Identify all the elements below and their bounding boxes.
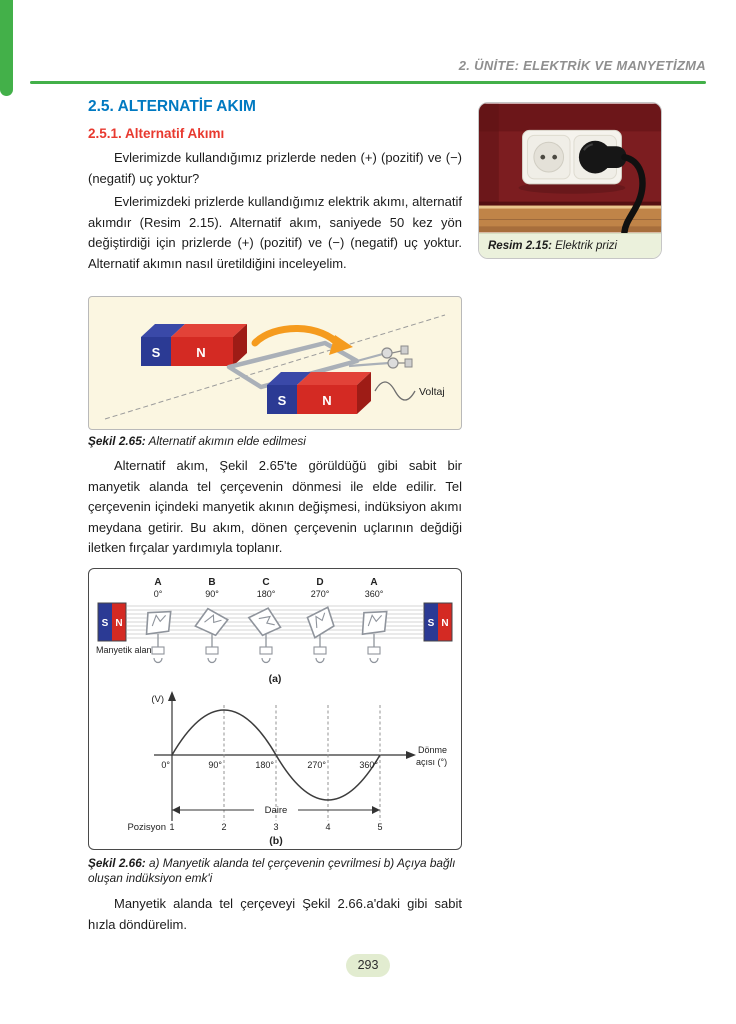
- figure-2-65-caption: [88, 434, 462, 449]
- figure-2-65-caption-text: Alternatif akımın elde edilmesi: [145, 434, 306, 448]
- x-tick-360: 360°: [359, 760, 378, 770]
- x-axis-arrow: [406, 751, 416, 759]
- magnetic-field-label: Manyetik alan: [96, 645, 152, 655]
- page-number: 293: [346, 954, 390, 977]
- coil-position-3: [246, 603, 284, 663]
- part-b-tag: (b): [269, 835, 283, 847]
- magnet-front-n-label: N: [322, 393, 332, 408]
- page-corner-accent: [0, 0, 13, 96]
- figure-2-66: [88, 568, 462, 850]
- position-5: 5: [377, 822, 383, 832]
- position-2: 2: [221, 822, 227, 832]
- position-4: 4: [325, 822, 331, 832]
- magnet-right: [424, 603, 452, 641]
- paragraph-closing: Manyetik alanda tel çerçeveyi Şekil 2.66.a'daki gibi sabit hızla döndürelim.: [88, 896, 462, 932]
- output-sine-wave: [375, 382, 415, 400]
- position-row-label: Pozisyon: [127, 822, 166, 833]
- x-axis-label-line2: açısı (°): [416, 757, 448, 767]
- coil-rotation-diagram: [92, 573, 458, 687]
- photo-caption-label: Resim 2.15:: [488, 240, 552, 252]
- photo-caption-text: Elektrik prizi: [551, 240, 618, 252]
- figure-2-66-caption-text: a) Manyetik alanda tel çerçevenin çevrilmesi b) Açıya bağlı oluşan indüksiyon emk'i: [88, 856, 456, 885]
- photo-caption: [479, 233, 661, 258]
- paragraph-figure-explanation: Alternatif akım, Şekil 2.65'te görüldüğü gibi sabit bir manyetik alanda tel çerçevenin dönmesi ile elde edilir. Tel çerçevenin içindeki manyetik akının değişmesi, indüksiyon akımı meydana getirir. Bu akım, dönen çerçevenin uçlarının değdiği iletken fırçalar yardımıyla toplanır.: [88, 458, 462, 555]
- position-1: 1: [169, 822, 175, 832]
- unit-header: 2. ÜNİTE: ELEKTRİK VE MANYETİZMA: [458, 58, 706, 73]
- magnet-rear-n-label: N: [196, 345, 206, 360]
- part-a-tag: (a): [268, 673, 282, 685]
- magnet-rear: [141, 324, 247, 366]
- x-tick-270: 270°: [307, 760, 326, 770]
- magnet-right-n-label: N: [441, 618, 449, 629]
- x-tick-90: 90°: [208, 760, 222, 770]
- coil-position-2: [194, 607, 229, 663]
- position-letter-a2: A: [370, 577, 378, 588]
- socket-hole-left: [540, 155, 545, 160]
- x-tick-0: 0°: [161, 760, 170, 770]
- socket-photo: [479, 103, 661, 233]
- magnet-left-n-label: N: [115, 618, 123, 629]
- cycle-label: Daire: [264, 805, 288, 816]
- position-angle-360: 360°: [364, 589, 384, 599]
- y-axis-label: (V): [151, 694, 164, 705]
- x-tick-180: 180°: [255, 760, 274, 770]
- position-letter-d: D: [316, 577, 324, 588]
- position-angle-0: 0°: [153, 589, 163, 599]
- figure-2-65-caption-label: Şekil 2.65:: [88, 434, 146, 448]
- paragraph-explanation: Evlerimizdeki prizlerde kullandığımız elektrik akımı, alternatif akımdır (Resim 2.15). Alternatif akım, saniyede 50 kez yön değiştirdiği için prizlerde (+) (pozitif) ve (−) (negatif) uç yoktur. Alternatif akımın nasıl üretildiğini inceleyelim.: [88, 194, 462, 271]
- voltaj-label: Voltaj: [419, 386, 445, 398]
- graph-axes: [154, 697, 406, 821]
- dashed-guides: [224, 705, 380, 821]
- header-rule: [30, 81, 706, 84]
- y-axis-arrow: [168, 691, 176, 701]
- position-letter-a1: A: [154, 577, 162, 588]
- left-socket-recess: [534, 142, 564, 172]
- subsection-title: 2.5.1. Alternatif Akımı: [88, 126, 225, 141]
- figure-2-66-caption-label: Şekil 2.66:: [88, 856, 146, 870]
- cycle-arrow-left: [172, 806, 180, 814]
- figure-2-66-caption: [88, 856, 462, 886]
- magnet-front-s-label: S: [277, 393, 287, 408]
- emf-sine-graph: [92, 689, 458, 847]
- magnet-front: [267, 372, 371, 414]
- slip-rings-and-brushes: [382, 346, 412, 368]
- cycle-arrow-right: [372, 806, 380, 814]
- position-letter-c: C: [262, 577, 270, 588]
- paragraph-question: Evlerimizde kullandığımız prizlerde neden (+) (pozitif) ve (−) (negatif) uç yoktur?: [88, 150, 462, 186]
- rotation-arrow: [255, 328, 353, 355]
- section-title: 2.5. ALTERNATİF AKIM: [88, 98, 256, 115]
- figure-2-65: [88, 296, 462, 430]
- magnet-left: [98, 603, 126, 641]
- magnet-left-s-label: S: [101, 618, 109, 629]
- ac-generation-diagram: [89, 297, 461, 429]
- position-angle-90: 90°: [205, 589, 219, 599]
- position-letter-b: B: [208, 577, 216, 588]
- magnet-right-s-label: S: [427, 618, 435, 629]
- photo-resim-2-15: [478, 102, 662, 259]
- position-angle-180: 180°: [256, 589, 276, 599]
- coil-position-4: [301, 603, 339, 663]
- socket-hole-right: [552, 155, 557, 160]
- x-axis-label-line1: Dönme: [418, 745, 448, 755]
- magnet-rear-s-label: S: [151, 345, 161, 360]
- position-angle-270: 270°: [310, 589, 330, 599]
- position-3: 3: [273, 822, 279, 832]
